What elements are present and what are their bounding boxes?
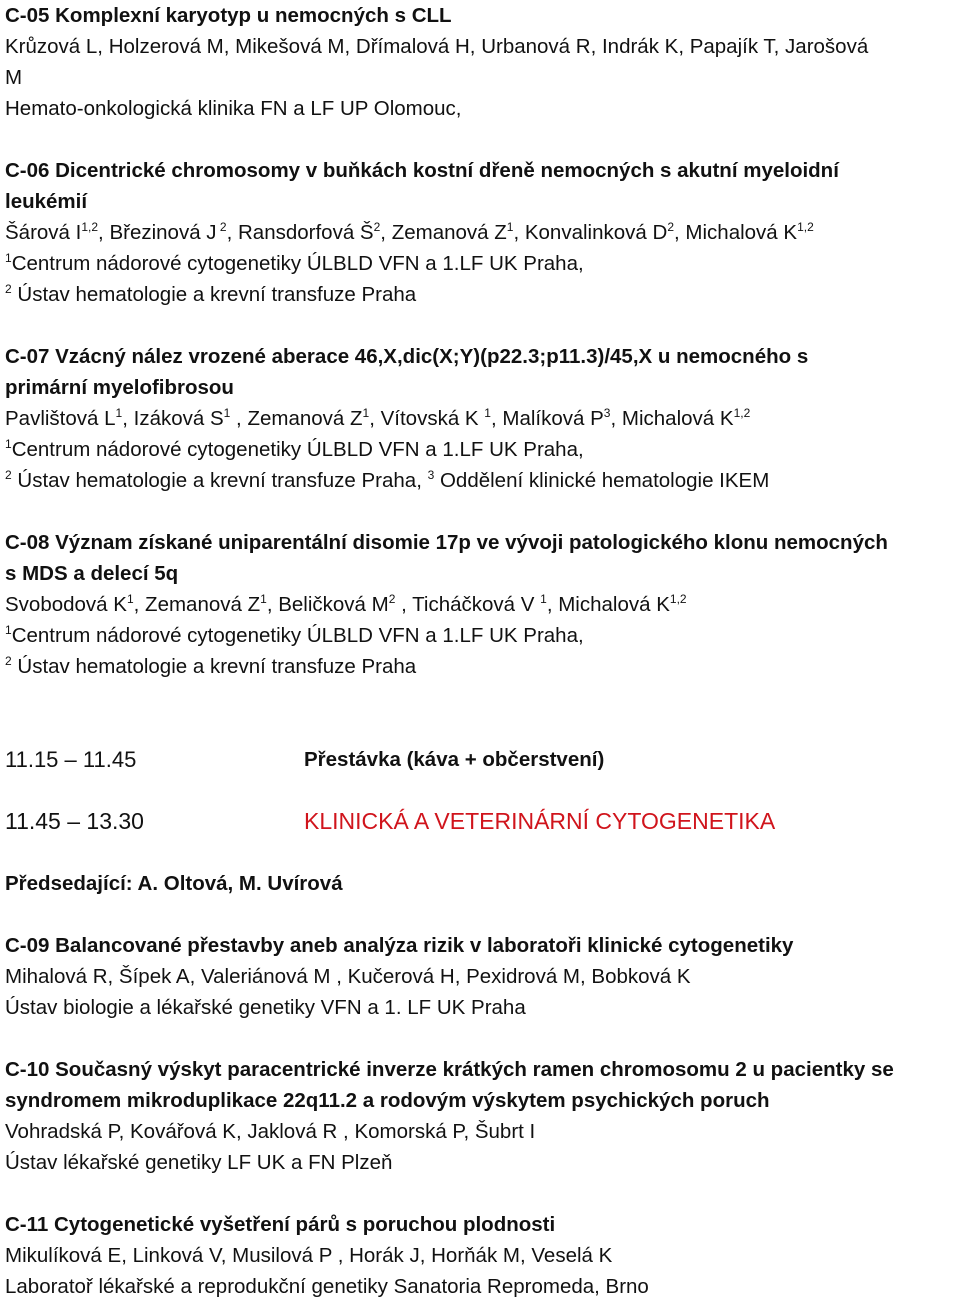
- abstract-title-c08-continued: s MDS a delecí 5q: [5, 562, 179, 585]
- author-separator: ,: [395, 593, 413, 616]
- affiliation-c08-2: [5, 651, 955, 682]
- author-superscript: 1: [223, 406, 231, 420]
- author-superscript: 1: [506, 220, 514, 234]
- author-superscript: 1,2: [733, 406, 751, 420]
- affiliation-text: Ústav hematologie a krevní transfuze Praha: [11, 655, 417, 678]
- abstract-title-c07: C-07 Vzácný nález vrozené aberace 46,X,dic(X;Y)(p22.3;p11.3)/45,X u nemocného s: [5, 345, 809, 368]
- author: Šárová I: [5, 221, 82, 244]
- author-superscript: 2: [216, 220, 227, 234]
- abstract-title-c06-continued: leukémií: [5, 190, 88, 213]
- affiliation-text: Ústav hematologie a krevní transfuze Praha,: [11, 469, 428, 492]
- affiliation-text: Centrum nádorové cytogenetiky ÚLBLD VFN a 1.LF UK Praha,: [11, 438, 584, 461]
- author-superscript: 1: [115, 406, 123, 420]
- affiliation-superscript: 2: [5, 654, 12, 668]
- author: Zemanová Z: [391, 221, 507, 244]
- author-separator: ,: [230, 407, 248, 430]
- author: Michalová K: [558, 593, 670, 616]
- author-superscript: 1,2: [669, 592, 687, 606]
- author: Pavlištová L: [5, 407, 116, 430]
- author-superscript: 1: [484, 406, 491, 420]
- author: Michalová K: [685, 221, 798, 244]
- authors-c10: Vohradská P, Kovářová K, Jaklová R , Komorská P, Šubrt I: [5, 1120, 536, 1143]
- affiliation-superscript: 3: [427, 468, 435, 482]
- author-superscript: 1: [126, 592, 134, 606]
- schedule-session: [5, 806, 955, 837]
- authors-c06: [5, 217, 955, 248]
- abstract-title-c08: C-08 Význam získané uniparentální disomie 17p ve vývoji patologického klonu nemocných: [5, 531, 888, 554]
- author: Zemanová Z: [145, 593, 261, 616]
- abstract-title-c06: C-06 Dicentrické chromosomy v buňkách kostní dřeně nemocných s akutní myeloidní: [5, 159, 839, 182]
- author-superscript: 1,2: [81, 220, 99, 234]
- author: Svobodová K: [5, 593, 127, 616]
- affiliation-text: Oddělení klinické hematologie IKEM: [434, 469, 770, 492]
- author: Michalová K: [621, 407, 734, 430]
- authors-c09: Mihalová R, Šípek A, Valeriánová M , Kučerová H, Pexidrová M, Bobková K: [5, 965, 691, 988]
- author-separator: ,: [369, 407, 381, 430]
- author-superscript: 1: [362, 406, 370, 420]
- author: Konvalinková D: [524, 221, 668, 244]
- author-separator: ,: [674, 221, 686, 244]
- abstract-title-c09: C-09 Balancované přestavby aneb analýza rizik v laboratoři klinické cytogenetiky: [5, 934, 794, 957]
- author-separator: ,: [490, 407, 503, 430]
- authors-c08: [5, 589, 955, 620]
- abstract-title-c05: C-05 Komplexní karyotyp u nemocných s CLL: [5, 4, 452, 27]
- author-superscript: 2: [667, 220, 674, 234]
- author-superscript: 3: [603, 406, 611, 420]
- affiliation-c06-1: [5, 248, 955, 279]
- author: Izáková S: [133, 407, 224, 430]
- affiliation-c10: Ústav lékařské genetiky LF UK a FN Plzeň: [5, 1151, 393, 1174]
- affiliation-superscript: 1: [5, 437, 12, 451]
- author-superscript: 1: [260, 592, 267, 606]
- author: Ticháčková V: [412, 593, 541, 616]
- author-separator: ,: [546, 593, 559, 616]
- author-separator: ,: [226, 221, 238, 244]
- session-chairs: Předsedající: A. Oltová, M. Uvírová: [5, 872, 343, 895]
- affiliation-c08-1: [5, 620, 955, 651]
- session-time: 11.45 – 13.30: [5, 808, 144, 834]
- affiliation-text: Centrum nádorové cytogenetiky ÚLBLD VFN a 1.LF UK Praha,: [11, 252, 584, 275]
- affiliation-c07-1: [5, 434, 955, 465]
- author-superscript: 1,2: [797, 220, 814, 234]
- affiliation-text: Centrum nádorové cytogenetiky ÚLBLD VFN a 1.LF UK Praha,: [11, 624, 584, 647]
- abstract-title-c11: C-11 Cytogenetické vyšetření párů s poruchou plodnosti: [5, 1213, 556, 1236]
- affiliation-superscript: 2: [5, 468, 12, 482]
- abstract-title-c10: C-10 Současný výskyt paracentrické inverze krátkých ramen chromosomu 2 u pacientky se: [5, 1058, 894, 1081]
- author-separator: ,: [133, 593, 146, 616]
- author-separator: ,: [266, 593, 279, 616]
- affiliation-superscript: 2: [5, 282, 12, 296]
- author-separator: ,: [380, 221, 392, 244]
- authors-c05: Krůzová L, Holzerová M, Mikešová M, Dřímalová H, Urbanová R, Indrák K, Papajík T, Jarošová: [5, 35, 869, 58]
- author: Malíková P: [502, 407, 604, 430]
- author-superscript: 2: [388, 592, 396, 606]
- affiliation-c07-2: [5, 465, 955, 496]
- affiliation-c06-2: [5, 279, 955, 310]
- affiliation-text: Ústav hematologie a krevní transfuze Praha: [11, 283, 417, 306]
- program-page: [5, 0, 955, 1302]
- affiliation-c05: Hemato-onkologická klinika FN a LF UP Olomouc,: [5, 97, 462, 120]
- author-superscript: 2: [373, 220, 381, 234]
- author: Vítovská K: [380, 407, 485, 430]
- affiliation-superscript: 1: [5, 251, 12, 265]
- author: Březinová J: [109, 221, 217, 244]
- author-separator: ,: [122, 407, 134, 430]
- authors-c07: [5, 403, 955, 434]
- affiliation-c09: Ústav biologie a lékařské genetiky VFN a 1. LF UK Praha: [5, 996, 526, 1019]
- abstract-title-c10-continued: syndromem mikroduplikace 22q11.2 a rodovým výskytem psychických poruch: [5, 1089, 770, 1112]
- session-title: KLINICKÁ A VETERINÁRNÍ CYTOGENETIKA: [304, 808, 776, 834]
- author: Ransdorfová Š: [237, 221, 374, 244]
- affiliation-c11: Laboratoř lékařské a reprodukční genetiky Sanatoria Repromeda, Brno: [5, 1275, 649, 1298]
- authors-c05-continued: M: [5, 66, 23, 89]
- abstract-title-c07-continued: primární myelofibrosou: [5, 376, 234, 399]
- author-superscript: 1: [540, 592, 547, 606]
- break-time: 11.15 – 11.45: [5, 747, 137, 772]
- author-separator: ,: [513, 221, 525, 244]
- break-title: Přestávka (káva + občerstvení): [304, 748, 605, 771]
- schedule-break: [5, 744, 955, 775]
- authors-c11: Mikulíková E, Linková V, Musilová P , Horák J, Horňák M, Veselá K: [5, 1244, 613, 1267]
- author: Beličková M: [278, 593, 389, 616]
- author-separator: ,: [610, 407, 622, 430]
- author: Zemanová Z: [247, 407, 363, 430]
- affiliation-superscript: 1: [5, 623, 12, 637]
- author-separator: ,: [98, 221, 110, 244]
